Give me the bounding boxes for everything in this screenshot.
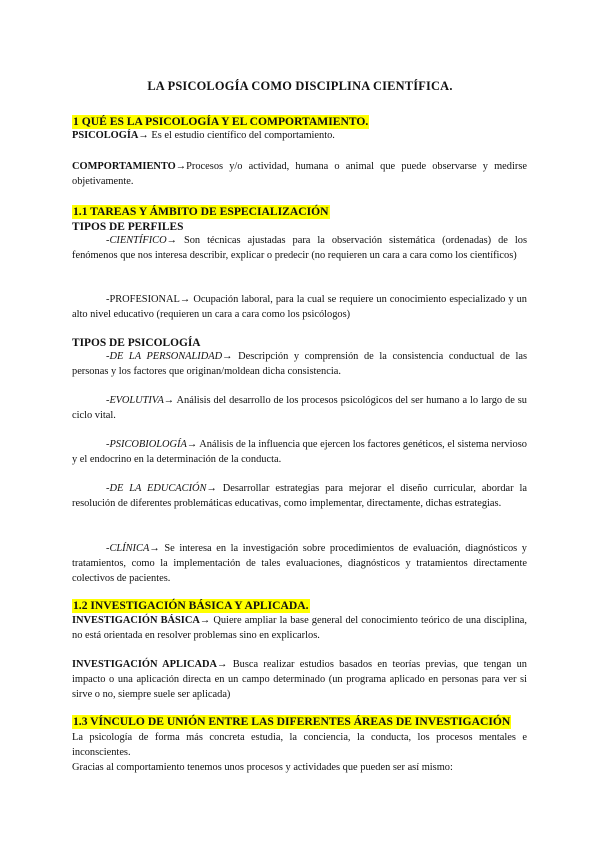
educacion-label: -DE LA EDUCACIÓN — [106, 483, 207, 494]
cientifico-label: -CIENTÍFICO — [106, 235, 167, 246]
aplicada-term: INVESTIGACIÓN APLICADA — [72, 659, 218, 670]
educacion-paragraph — [72, 482, 527, 512]
psicobiologia-text: → Análisis de la influencia que ejercen los factores genéticos, el sistema nervioso y el endocrino en la determinación de la conducta. — [72, 439, 527, 465]
cientifico-paragraph — [72, 234, 527, 264]
vinculo-paragraph-1: La psicología de forma más concreta estudia, la conciencia, la conducta, los procesos mentales e inconscientes. — [72, 732, 527, 758]
comportamiento-def-text: →Procesos y/o actividad, humana o animal que puede observarse y medirse objetivamente. — [72, 161, 527, 187]
section-1-3-heading: 1.3 VÍNCULO DE UNIÓN ENTRE LAS DIFERENTES ÁREAS DE INVESTIGACIÓN — [73, 715, 511, 728]
section-1-heading: 1 QUÉ ES LA PSICOLOGÍA Y EL COMPORTAMIENTO. — [73, 115, 369, 128]
comportamiento-definition — [72, 160, 527, 190]
aplicada-paragraph — [72, 658, 527, 703]
clinica-text: → Se interesa en la investigación sobre procedimientos de evaluación, diagnósticos y tratamientos, como la implementación de tales evaluaciones, diagnósticos y tratamientos directamente colectivos de pacientes. — [72, 543, 527, 584]
evolutiva-text: → Análisis del desarrollo de los procesos psicológicos del ser humano a lo largo de su ciclo vital. — [72, 395, 527, 421]
section-1-1-heading: 1.1 TAREAS Y ÁMBITO DE ESPECIALIZACIÓN — [73, 205, 329, 218]
educacion-text: → Desarrollar estrategias para mejorar el diseño curricular, abordar la resolución de diferentes problemáticas educativas, como implementar, directamente, dichas estrategias. — [72, 483, 527, 509]
profesional-paragraph: -PROFESIONAL→ Ocupación laboral, para la cual se requiere un conocimiento especializado y un alto nivel educativo (requieren un cara a cara como los psicólogos) — [72, 294, 527, 320]
psicologia-term: PSICOLOGÍA — [72, 130, 139, 141]
psicologia-def-text: → Es el estudio científico del comportamiento. — [138, 130, 335, 141]
basica-text: → Quiere ampliar la base general del conocimiento teórico de una disciplina, no está orientada en resolver problemas sino en explicarlos. — [72, 615, 527, 641]
evolutiva-label: -EVOLUTIVA — [106, 395, 164, 406]
psicologia-definition — [72, 129, 527, 144]
document-title: LA PSICOLOGÍA COMO DISCIPLINA CIENTÍFICA. — [147, 79, 453, 93]
clinica-paragraph — [72, 542, 527, 587]
perfiles-subheading: TIPOS DE PERFILES — [72, 221, 184, 233]
vinculo-paragraph-2: Gracias al comportamiento tenemos unos procesos y actividades que pueden ser así mismo: — [72, 762, 453, 773]
basica-term: INVESTIGACIÓN BÁSICA — [72, 615, 200, 626]
personalidad-text: → Descripción y comprensión de la consistencia conductual de las personas y los factores que originan/moldean dicha consistencia. — [72, 351, 527, 377]
personalidad-label: -DE LA PERSONALIDAD — [106, 351, 223, 362]
cientifico-text: → Son técnicas ajustadas para la observación sistemática (ordenadas) de los fenómenos que nos interesa describir, explicar o predecir (no requieren un cara a cara como los científicos) — [72, 235, 527, 261]
basica-paragraph — [72, 614, 527, 644]
section-1-2-heading: 1.2 INVESTIGACIÓN BÁSICA Y APLICADA. — [73, 599, 309, 612]
aplicada-text: → Busca realizar estudios basados en teorías previas, que tengan un impacto o una aplicación directa en un campo determinado (un programa aplicado en personas para ver si sirve o no, siempre suele ser aplicada) — [72, 659, 527, 700]
clinica-label: -CLÍNICA — [106, 543, 150, 554]
tipos-psicologia-subheading: TIPOS DE PSICOLOGÍA — [72, 337, 201, 349]
psicobiologia-label: -PSICOBIOLOGÍA — [106, 439, 187, 450]
comportamiento-term: COMPORTAMIENTO — [72, 161, 176, 172]
evolutiva-paragraph — [72, 394, 527, 424]
personalidad-paragraph — [72, 350, 527, 380]
psicobiologia-paragraph — [72, 438, 527, 468]
